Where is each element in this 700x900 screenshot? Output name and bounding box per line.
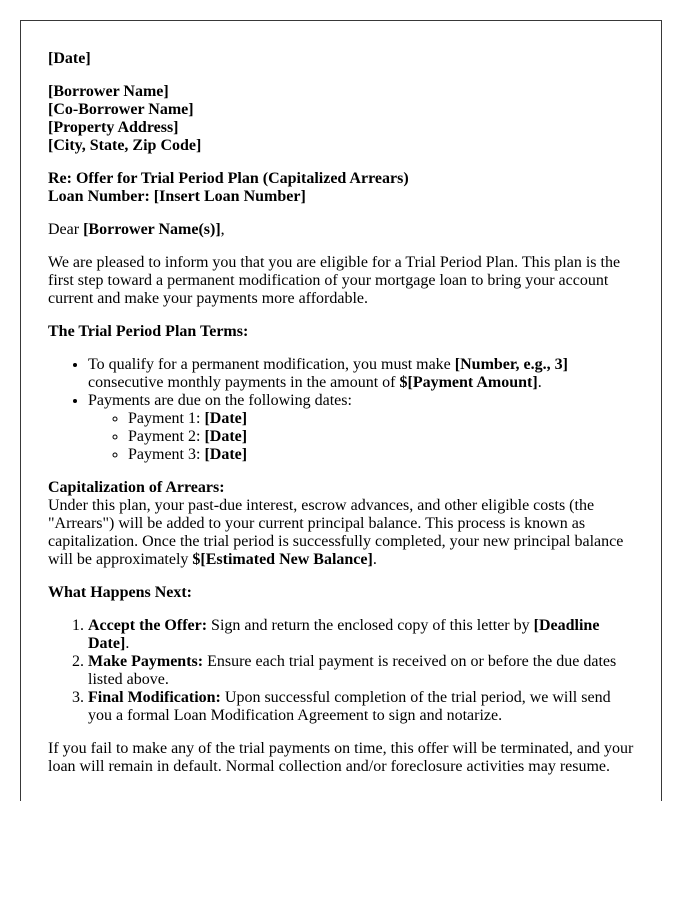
sub-list [88, 410, 635, 464]
bold-text: [Date] [48, 50, 91, 67]
bold-text: Accept the Offer: [88, 617, 208, 634]
bold-text: [Property Address] [48, 119, 179, 136]
text-segment: Payment 2: [128, 428, 205, 445]
bold-text: Final Modification: [88, 689, 221, 706]
bold-text: [Date] [204, 410, 248, 427]
list-item [88, 653, 635, 689]
next-steps-heading [48, 584, 635, 602]
list-item [128, 446, 635, 464]
bold-text: $[Payment Amount] [399, 374, 538, 391]
bold-text: Make Payments: [88, 653, 204, 670]
text-segment: , [220, 221, 225, 238]
terms-heading [48, 323, 635, 341]
bold-text: Re: Offer for Trial Period Plan (Capitalized Arrears) [48, 170, 409, 187]
bold-text: [Number, e.g., 3] [454, 356, 568, 373]
recipient-address-block [48, 83, 635, 155]
next-steps-list [48, 617, 635, 725]
letter-page [20, 20, 662, 801]
text-segment: Dear [48, 221, 84, 238]
default-warning-paragraph [48, 740, 635, 776]
text-segment: Payments are due on the following dates: [88, 392, 352, 409]
text-segment: . [372, 551, 377, 568]
bold-text: $[Estimated New Balance] [192, 551, 373, 568]
letter-content [21, 21, 661, 776]
list-item [88, 356, 635, 392]
text-segment: Upon successful completion of the trial period, we will send you a formal Loan Modification Agreement to sign and notarize. [88, 689, 611, 724]
list-item [88, 689, 635, 725]
bold-text: [Date] [204, 428, 248, 445]
text-segment: To qualify for a permanent modification, you must make [88, 356, 455, 373]
text-segment: If you fail to make any of the trial payments on time, this offer will be terminated, and your loan will remain in default. Normal collection and/or foreclosure activities may resume. [48, 740, 634, 775]
text-segment: consecutive monthly payments in the amount of [88, 374, 400, 391]
list-item [128, 410, 635, 428]
bold-text: [Co-Borrower Name] [48, 101, 194, 118]
text-segment: We are pleased to inform you that you are eligible for a Trial Period Plan. This plan is the first step toward a permanent modification of your mortgage loan to bring your account current and make your payments more affordable. [48, 254, 621, 307]
text-segment: Sign and return the enclosed copy of this letter by [207, 617, 534, 634]
capitalization-paragraph [48, 479, 635, 569]
text-segment: . [537, 374, 542, 391]
bold-text: [Date] [204, 446, 248, 463]
text-segment: Payment 1: [128, 410, 205, 427]
bold-text: [City, State, Zip Code] [48, 137, 202, 154]
list-item [128, 428, 635, 446]
terms-list [48, 356, 635, 464]
text-segment: Under this plan, your past-due interest, escrow advances, and other eligible costs (the "Arrears") will be added to your current principal balance. This process is known as capitalization. Once the trial period is successfully completed, your new principal balance will be approximately [48, 497, 624, 568]
text-segment: . [125, 635, 130, 652]
date-line [48, 50, 635, 68]
bold-text: The Trial Period Plan Terms: [48, 323, 249, 340]
bold-text: [Borrower Name(s)] [83, 221, 221, 238]
intro-paragraph [48, 254, 635, 308]
text-segment: Ensure each trial payment is received on or before the due dates listed above. [88, 653, 617, 688]
bold-text: Loan Number: [Insert Loan Number] [48, 188, 306, 205]
list-item [88, 617, 635, 653]
subject-block [48, 170, 635, 206]
salutation [48, 221, 635, 239]
text-segment: Payment 3: [128, 446, 205, 463]
list-item [88, 392, 635, 464]
bold-text: Capitalization of Arrears: [48, 479, 225, 496]
bold-text: [Deadline Date] [88, 617, 600, 652]
bold-text: What Happens Next: [48, 584, 193, 601]
bold-text: [Borrower Name] [48, 83, 169, 100]
